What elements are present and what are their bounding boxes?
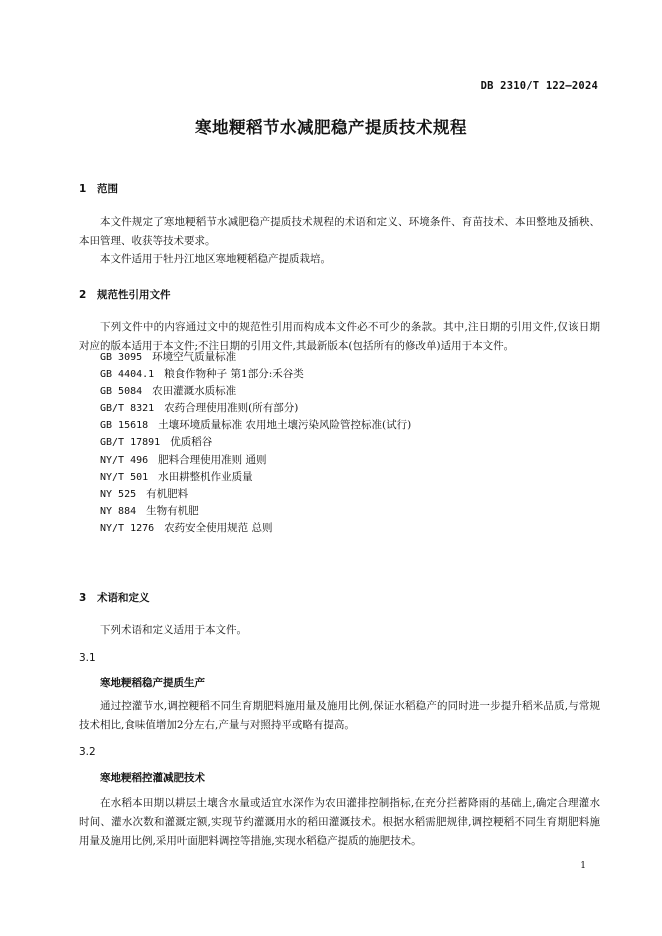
list-item bbox=[100, 400, 411, 417]
list-item bbox=[100, 486, 411, 503]
reference-name: 农田灌溉水质标准 bbox=[152, 385, 237, 398]
reference-name: 水田耕整机作业质量 bbox=[158, 470, 253, 483]
list-item bbox=[100, 349, 411, 366]
list-item bbox=[100, 366, 411, 383]
section-title: 范围 bbox=[97, 183, 118, 195]
paragraph: 下列术语和定义适用于本文件。 bbox=[100, 624, 247, 636]
reference-name: 肥料合理使用准则 通则 bbox=[158, 453, 267, 466]
section-number: 1 bbox=[79, 183, 87, 195]
term-title: 寒地粳稻稳产提质生产 bbox=[100, 677, 205, 689]
reference-code: GB 3095 bbox=[100, 352, 143, 363]
list-item bbox=[100, 417, 411, 434]
reference-name: 有机肥料 bbox=[146, 487, 189, 500]
section-3-heading bbox=[79, 590, 150, 605]
section-1-heading bbox=[79, 181, 118, 196]
list-item bbox=[100, 383, 411, 400]
section-title: 术语和定义 bbox=[97, 592, 150, 604]
document-title: 寒地粳稻节水减肥稳产提质技术规程 bbox=[195, 118, 467, 137]
section-number: 2 bbox=[79, 289, 87, 301]
reference-code: GB/T 17891 bbox=[100, 437, 161, 449]
list-item bbox=[100, 434, 411, 451]
reference-code: GB 5084 bbox=[100, 386, 143, 398]
list-item bbox=[100, 469, 411, 486]
reference-code: NY/T 501 bbox=[100, 471, 149, 483]
reference-code: NY 884 bbox=[100, 505, 137, 517]
reference-name: 环境空气质量标准 bbox=[152, 351, 237, 363]
term-number: 3.2 bbox=[79, 746, 96, 758]
list-item bbox=[100, 520, 411, 537]
paragraph: 本文件适用于牡丹江地区寒地粳稻稳产提质栽培。 bbox=[100, 253, 331, 265]
reference-name: 生物有机肥 bbox=[146, 504, 199, 517]
reference-list bbox=[100, 349, 411, 537]
reference-code: NY/T 496 bbox=[100, 454, 149, 466]
paragraph: 本文件规定了寒地粳稻节水减肥稳产提质技术规程的术语和定义、环境条件、育苗技术、本田整地及插秧、本田管理、收获等技术要求。 bbox=[79, 216, 600, 247]
reference-code: GB/T 8321 bbox=[100, 403, 155, 415]
section-2-heading bbox=[79, 287, 171, 302]
term-number: 3.1 bbox=[79, 652, 96, 664]
term-definition: 通过控灌节水,调控粳稻不同生育期肥料施用量及施用比例,保证水稻稳产的同时进一步提升稻米品质,与常规技术相比,食味值增加2分左右,产量与对照持平或略有提高。 bbox=[79, 700, 600, 731]
term-title: 寒地粳稻控灌减肥技术 bbox=[100, 772, 205, 784]
reference-name: 优质稻谷 bbox=[170, 436, 213, 449]
reference-code: NY 525 bbox=[100, 488, 137, 500]
section-number: 3 bbox=[79, 592, 87, 604]
list-item bbox=[100, 503, 411, 520]
section-title: 规范性引用文件 bbox=[97, 289, 171, 301]
term-definition: 在水稻本田期以耕层土壤含水量或适宜水深作为农田灌排控制指标,在充分拦蓄降雨的基础上,确定合理灌水时间、灌水次数和灌溉定额,实现节约灌溉用水的稻田灌溉技术。根据水稻需肥规律,调控粳稻不同生育期肥料施用量及施用比例,采用叶面肥料调控等措施,实现水稻稳产提质的施肥技术。 bbox=[79, 797, 600, 847]
reference-name: 农药合理使用准则(所有部分) bbox=[164, 402, 299, 415]
reference-name: 粮食作物种子 第1部分:禾谷类 bbox=[164, 368, 304, 381]
page-number: 1 bbox=[580, 861, 586, 871]
reference-name: 农药安全使用规范 总则 bbox=[164, 521, 273, 534]
paragraph: 下列文件中的内容通过文中的规范性引用而构成本文件必不可少的条款。其中,注日期的引用文件,仅该日期对应的版本适用于本文件;不注日期的引用文件,其最新版本(包括所有的修改单)适用于本文件。 bbox=[79, 321, 600, 352]
reference-code: GB 15618 bbox=[100, 420, 149, 432]
reference-code: GB 4404.1 bbox=[100, 369, 155, 381]
reference-code: NY/T 1276 bbox=[100, 522, 155, 534]
reference-name: 土壤环境质量标准 农用地土壤污染风险管控标准(试行) bbox=[158, 419, 412, 432]
list-item bbox=[100, 452, 411, 469]
standard-code: DB 2310/T 122—2024 bbox=[480, 80, 598, 92]
